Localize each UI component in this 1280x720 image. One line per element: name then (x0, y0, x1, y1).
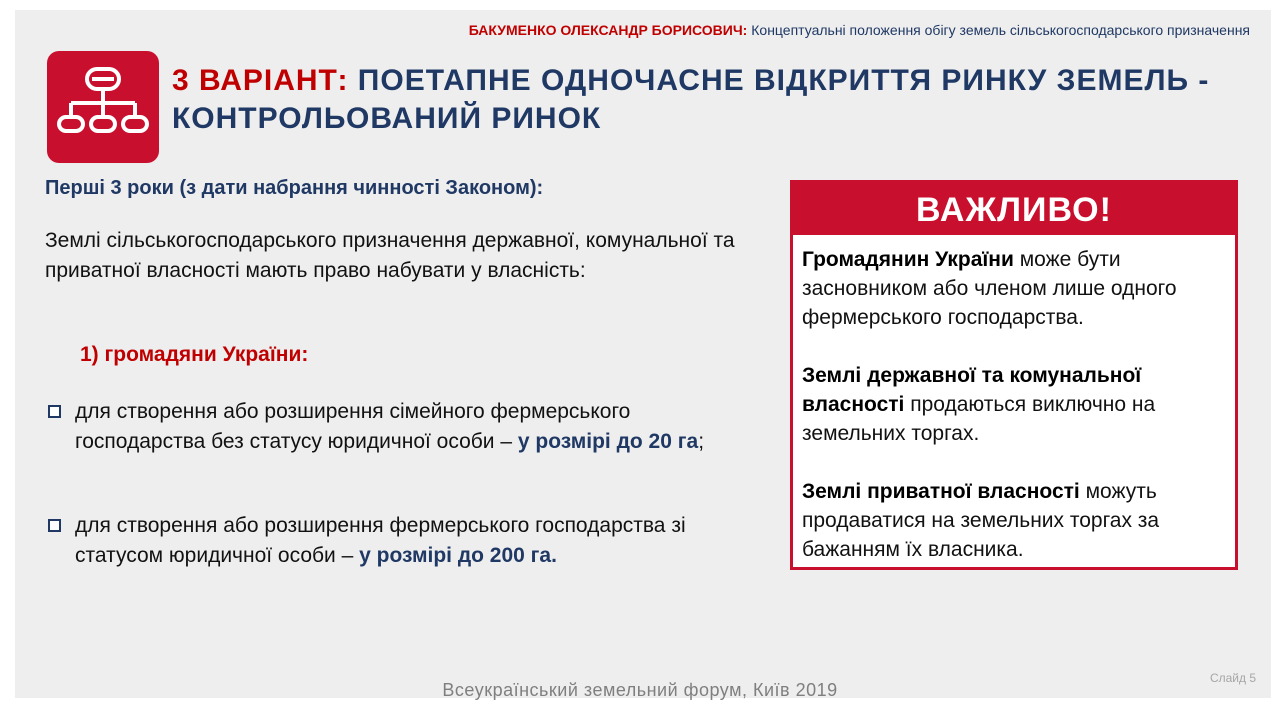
title-text: ПОЕТАПНЕ ОДНОЧАСНЕ ВІДКРИТТЯ РИНКУ ЗЕМЕЛЬ - КОНТРОЛЬОВАНИЙ РИНОК (172, 64, 1210, 135)
important-bold: Громадянин України (802, 248, 1014, 271)
intro-text: Землі сільськогосподарського призначення державної, комунальної та приватної власності мають право набувати у власність: (45, 229, 735, 282)
bullet-tail: ; (698, 430, 705, 453)
presentation-topic: Концептуальні положення обігу земель сільськогосподарського призначення (751, 22, 1250, 38)
bullet-emphasis: у розмірі до 200 га. (359, 544, 557, 567)
important-text: може бути засновником або членом лише одного фермерського господарства. (802, 248, 1177, 329)
title-variant: 3 ВАРІАНТ: (172, 64, 349, 97)
checkbox-bullet-icon (48, 405, 61, 418)
checkbox-bullet-icon (48, 519, 61, 532)
important-heading: ВАЖЛИВО! (793, 183, 1235, 235)
important-text: продаються виключно на земельних торгах. (802, 393, 1156, 445)
bullet-body: для створення або розширення сімейного фермерського господарства без статусу юридичної особи – (75, 400, 631, 453)
header (469, 22, 1250, 38)
important-paragraph (802, 477, 1225, 564)
bullet-emphasis: у розмірі до 20 га (517, 430, 699, 453)
period-subheading: Перші 3 роки (з дати набрання чинності Законом): (45, 177, 544, 199)
important-paragraph (802, 361, 1225, 448)
list-item-text (75, 397, 745, 457)
important-text: можуть продаватися на земельних торгах за бажанням їх власника. (802, 480, 1160, 561)
hierarchy-icon (47, 51, 159, 163)
list-item (45, 511, 745, 571)
footer-forum: Всеукраїнський земельний форум, Київ 2019 (442, 680, 838, 700)
list-item (45, 397, 745, 457)
important-panel (790, 180, 1238, 570)
important-bold: Землі приватної власності (802, 480, 1080, 503)
bullet-body: для створення або розширення фермерського господарства зі статусом юридичної особи – (75, 514, 686, 567)
slide-number: Слайд 5 (1209, 671, 1256, 685)
logo-badge (47, 51, 159, 163)
point-citizens: 1) громадяни України: (80, 343, 309, 366)
important-body (793, 235, 1235, 564)
important-paragraph (802, 245, 1225, 332)
important-bold: Землі державної та комунальної власності (802, 364, 1142, 416)
list-item-text (75, 511, 745, 571)
page-title (172, 62, 1252, 138)
author-name: БАКУМЕНКО ОЛЕКСАНДР БОРИСОВИЧ: (468, 22, 748, 38)
